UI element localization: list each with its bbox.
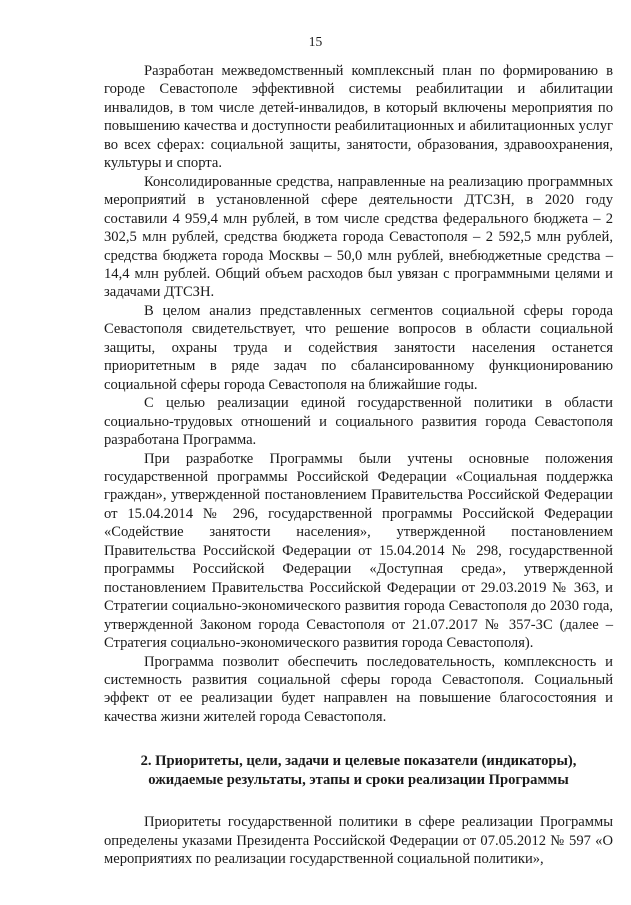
page-number: 15 [308, 34, 323, 49]
paragraph-social-sphere-analysis: В целом анализ представленных сегментов социальной сферы города Севастополя свидетельствует, что решение вопросов в области социальной защиты, охраны труда и содействия занятости населения останется приоритетным в ряде задач по сбалансированному функционированию социальной сферы города Севастополя на ближайшие годы. [104, 302, 613, 393]
paragraph-priorities: Приоритеты государственной политики в сфере реализации Программы определены указами Президента Российской Федерации от 07.05.2012 № 597 «О мероприятиях по реализации государственной социальной политики», [104, 814, 613, 868]
paragraph-rehabilitation-plan: Разработан межведомственный комплексный план по формированию в городе Севастополе эффективной системы реабилитации и абилитации инвалидов, в том числе детей-инвалидов, в который включены мероприятия по повышению качества и доступности реабилитационных и абилитационных услуг во всех сферах: социальной защиты, занятости, образования, здравоохранения, культуры и спорта. [104, 63, 613, 172]
paragraph-program-purpose: С целью реализации единой государственной политики в области социально-трудовых отношений и социального развития города Севастополя разработана Программа. [104, 395, 613, 449]
paragraph-consolidated-funds: Консолидированные средства, направленные на реализацию программных мероприятий в установленной сфере деятельности ДТСЗН, в 2020 году составили 4 959,4 млн рублей, в том числе средства федерального бюджета – 2 302,5 млн рублей, средства бюджета города Севастополя – 2 592,5 млн рублей, средства бюджета города Москвы – 50,0 млн рублей, внебюджетные средства – 14,4 млн рублей. Общий объем расходов был увязан с программными целями и задачами ДТСЗН. [104, 173, 613, 301]
paragraph-program-effect: Программа позволит обеспечить последовательность, комплексность и системность развития социальной сферы города Севастополя. Социальный эффект от ее реализации будет направлен на повышение благосостояния и качества жизни жителей города Севастополя. [104, 653, 613, 725]
section-heading-line-1: 2. Приоритеты, цели, задачи и целевые показатели (индикаторы), [140, 753, 577, 770]
section-heading-line-2: ожидаемые результаты, этапы и сроки реализации Программы [148, 771, 569, 788]
paragraph-program-basis: При разработке Программы были учтены основные положения государственной программы Российской Федерации «Социальная поддержка граждан», утвержденной постановлением Правительства Российской Федерации от 15.04.2014 № 296, государственной программы Российской Федерации «Содействие занятости населения», утвержденной постановлением Правительства Российской Федерации от 15.04.2014 № 298, государственной программы Российской Федерации «Доступная среда», утвержденной постановлением Правительства Российской Федерации от 29.03.2019 № 363, и Стратегии социально-экономического развития города Севастополя до 2030 года, утвержденной Законом города Севастополя от 21.07.2017 № 357-ЗС (далее – Стратегия социально-экономического развития города Севастополя). [104, 450, 613, 652]
section-heading [104, 752, 613, 789]
document-body [104, 62, 613, 869]
